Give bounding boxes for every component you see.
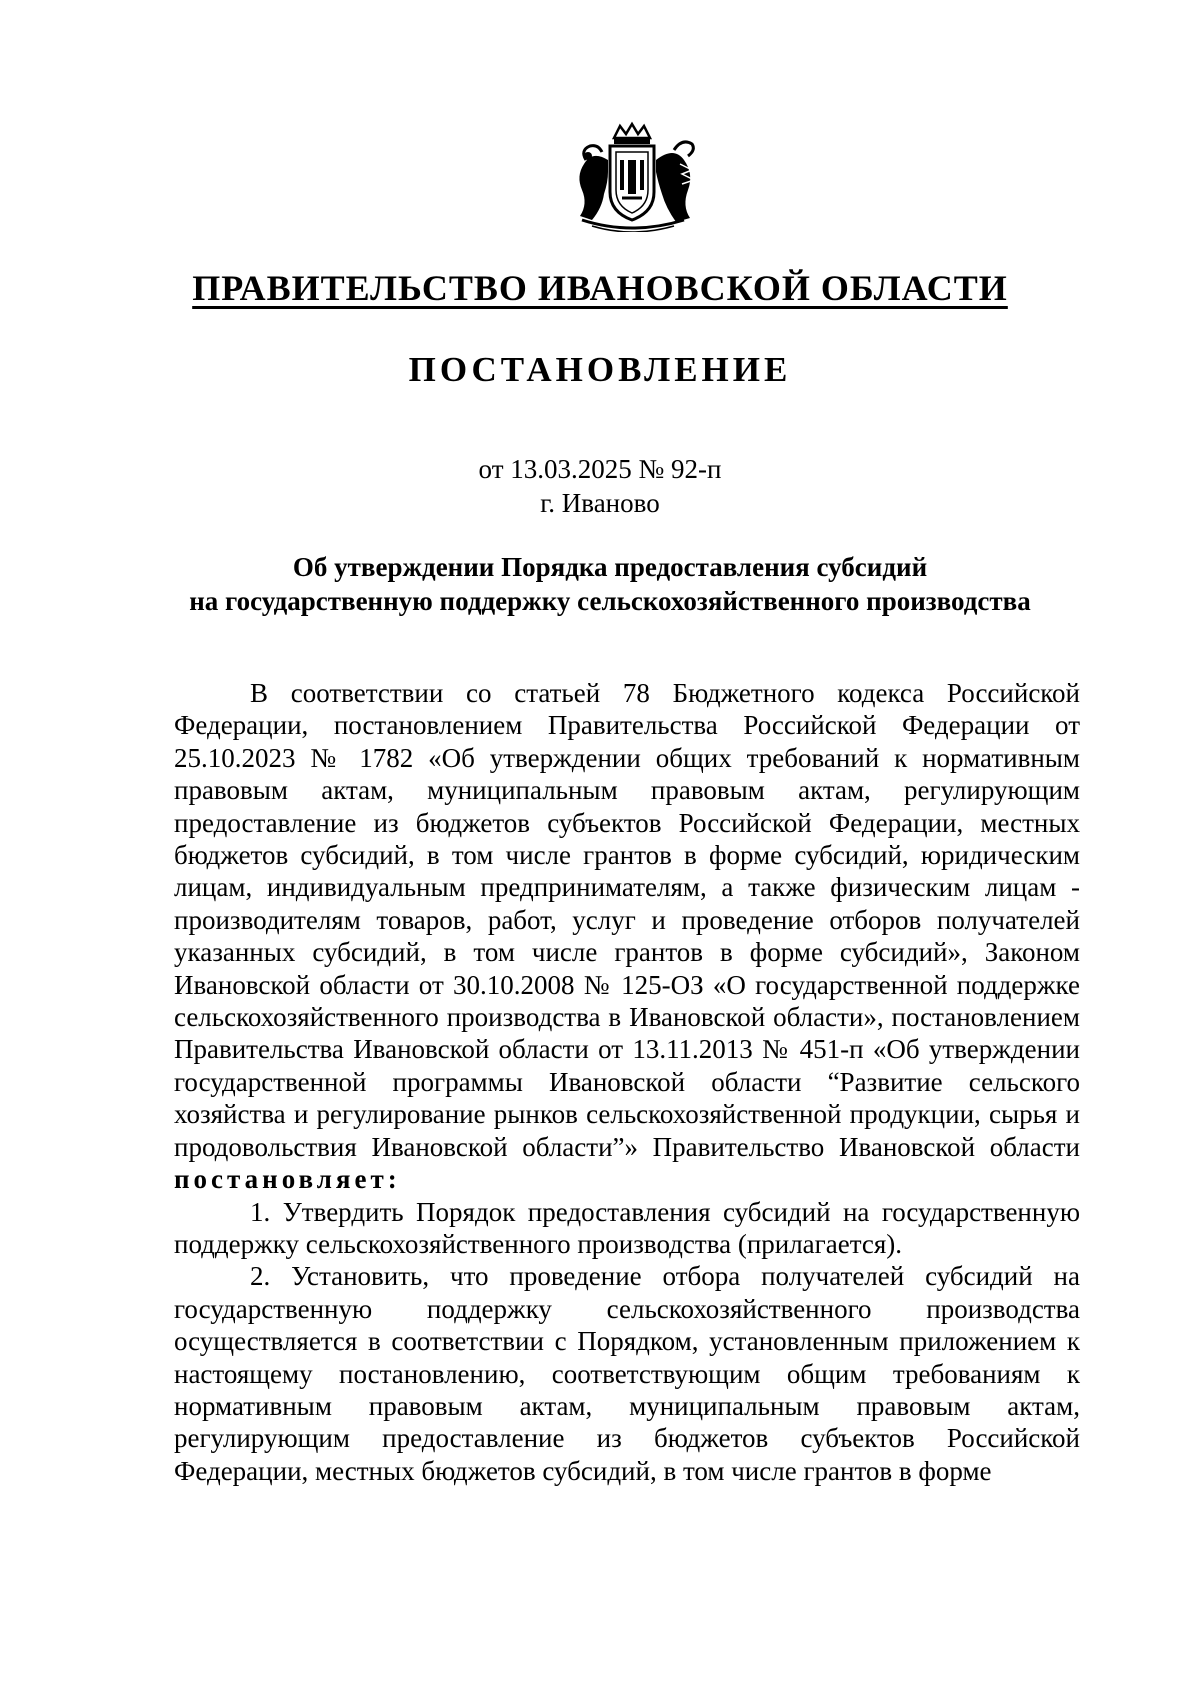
coat-of-arms-icon [562, 120, 702, 232]
preamble-paragraph [174, 677, 1080, 1196]
document-subject [140, 550, 1080, 618]
subject-line-1: Об утверждении Порядка предоставления субсидий [292, 552, 928, 582]
document-type: ПОСТАНОВЛЕНИЕ [408, 350, 792, 389]
subject-line-2: на государственную поддержку сельскохозяйственного производства [189, 586, 1031, 616]
city: г. Иваново [540, 488, 660, 518]
item-2-paragraph: 2. Установить, что проведение отбора получателей субсидий на государственную поддержку сельскохозяйственного производства осуществляется в соответствии с Порядком, установленным приложением к настоящему постановлению, соответствующим общим требованиям к нормативным правовым актам, муниципальным правовым актам, регулирующим предоставление из бюджетов субъектов Российской Федерации, местных бюджетов субсидий, в том числе грантов в форме [174, 1261, 1080, 1486]
government-title: ПРАВИТЕЛЬСТВО ИВАНОВСКОЙ ОБЛАСТИ [192, 268, 1008, 308]
decree-word: постановляет: [174, 1164, 401, 1195]
preamble-text: В соответствии со статьей 78 Бюджетного кодекса Российской Федерации, постановлением Правительства Российской Федерации от 25.10.2023 № 1782 «Об утверждении общих требований к нормативным правовым актам, муниципальным правовым актам, регулирующим предоставление из бюджетов субъектов Российской Федерации, местных бюджетов субсидий, в том числе грантов в форме субсидий, юридическим лицам, индивидуальным предпринимателям, а также физическим лицам - производителям товаров, работ, услуг и проведение отборов получателей указанных субсидий, в том числе грантов в форме субсидий», Законом Ивановской области от 30.10.2008 № 125-ОЗ «О государственной поддержке сельскохозяйственного производства в Ивановской области», постановлением Правительства Ивановской области от 13.11.2013 № 451-п «Об утверждении государственной программы Ивановской области “Развитие сельского хозяйства и регулирование рынков сельскохозяйственной продукции, сырья и продовольствия Ивановской области”» Правительство Ивановской области [174, 678, 1080, 1162]
document-body [174, 677, 1080, 1487]
item-1-paragraph: 1. Утвердить Порядок предоставления субсидий на государственную поддержку сельскохозяйственного производства (прилагается). [174, 1196, 1080, 1259]
date-number: от 13.03.2025 № 92-п [478, 454, 722, 484]
